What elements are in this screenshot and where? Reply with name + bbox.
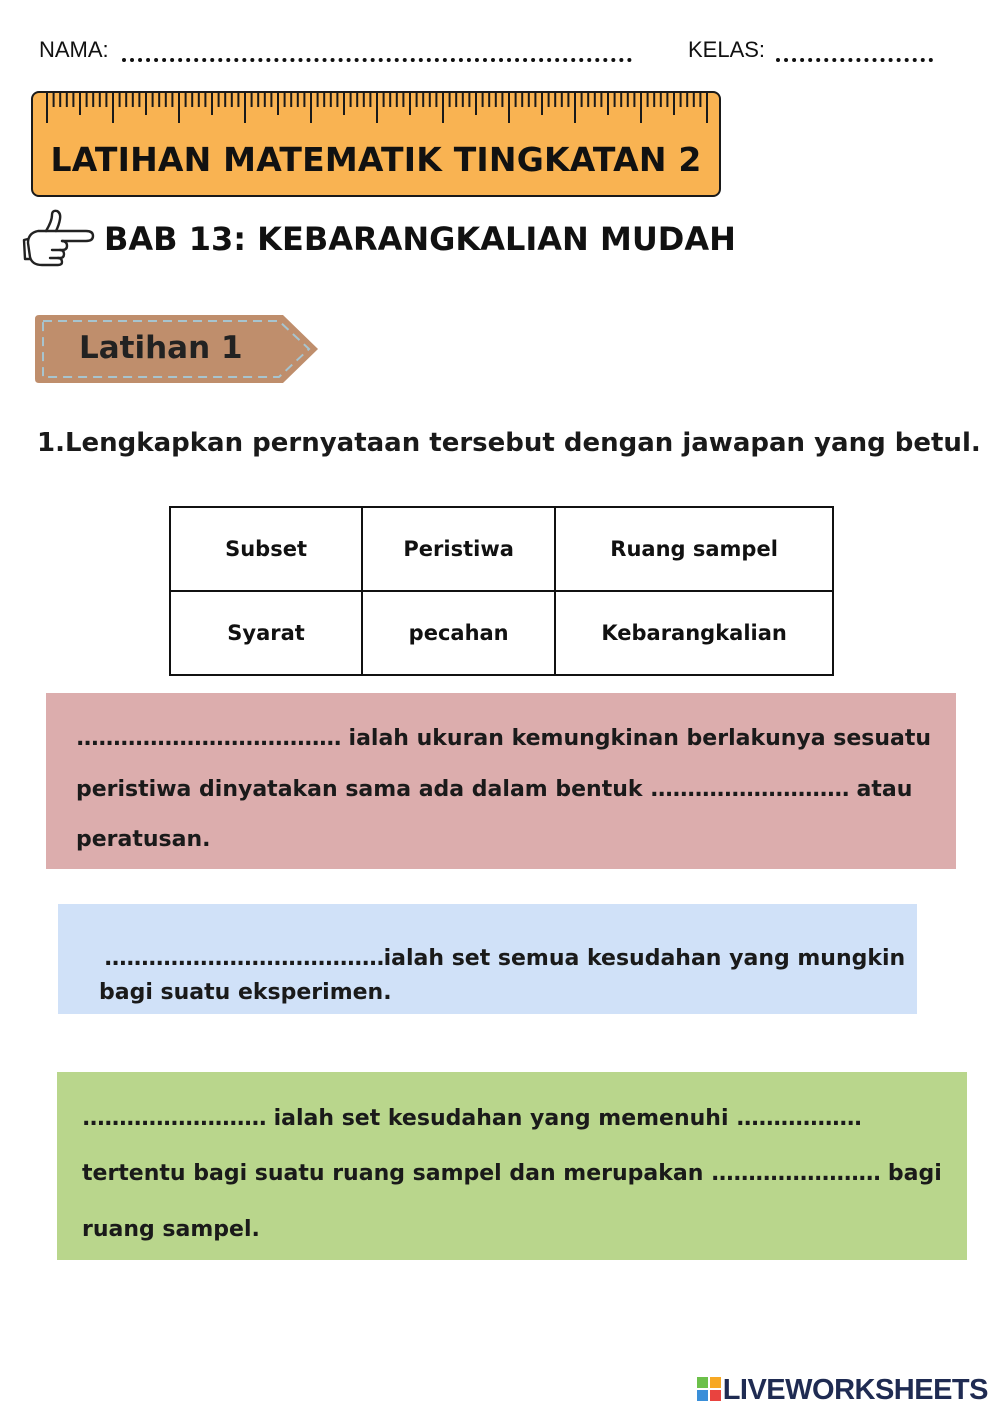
ruler-icon <box>33 93 721 133</box>
answer-blank[interactable]: ...................................... <box>104 946 384 971</box>
statement-text: peristiwa dinyatakan sama ada dalam bentuk <box>76 777 651 802</box>
title-banner <box>31 91 721 197</box>
statement-line <box>104 946 905 971</box>
liveworksheets-brand[interactable] <box>697 1374 988 1407</box>
statement-text: tertentu bagi suatu ruang sampel dan merupakan <box>82 1161 712 1186</box>
statement-text: ialah ukuran kemungkinan berlakunya sesuatu <box>340 726 932 751</box>
statement-box-2 <box>58 904 917 1014</box>
chapter-title: BAB 13: KEBARANGKALIAN MUDAH <box>104 220 736 258</box>
statement-text: ialah set kesudahan yang memenuhi <box>265 1106 737 1131</box>
statement-line <box>76 726 931 751</box>
question-instruction: 1.Lengkapkan pernyataan tersebut dengan jawapan yang betul. <box>37 428 981 458</box>
worksheet-title: LATIHAN MATEMATIK TINGKATAN 2 <box>50 140 702 179</box>
word-cell[interactable]: Subset <box>170 507 362 591</box>
statement-text: ialah set semua kesudahan yang mungkin <box>383 946 906 971</box>
word-bank-table <box>169 506 834 676</box>
answer-blank[interactable]: ......................... <box>82 1106 266 1131</box>
table-row <box>170 591 833 675</box>
statement-text: ruang sampel. <box>82 1217 260 1242</box>
word-cell[interactable]: Kebarangkalian <box>555 591 833 675</box>
answer-blank[interactable]: .................................... <box>76 726 341 751</box>
statement-text: atau <box>848 777 913 802</box>
statement-text: bagi <box>880 1161 942 1186</box>
statement-text: bagi suatu eksperimen. <box>99 980 392 1005</box>
class-label: KELAS: <box>688 37 766 62</box>
statement-line <box>82 1161 942 1186</box>
class-blank-line[interactable] <box>776 58 933 62</box>
word-cell[interactable]: Syarat <box>170 591 362 675</box>
table-row <box>170 507 833 591</box>
answer-blank[interactable]: ....................... <box>711 1161 881 1186</box>
statement-line <box>99 980 392 1005</box>
word-cell[interactable]: Ruang sampel <box>555 507 833 591</box>
answer-blank[interactable]: ................. <box>736 1106 862 1131</box>
statement-box-3 <box>57 1072 967 1260</box>
liveworksheets-logo-icon <box>697 1377 721 1401</box>
statement-line <box>76 777 912 802</box>
answer-blank[interactable]: ........................... <box>650 777 849 802</box>
pointing-hand-icon <box>22 209 96 267</box>
statement-text: peratusan. <box>76 827 211 852</box>
name-blank-line[interactable] <box>122 58 632 62</box>
word-cell[interactable]: Peristiwa <box>362 507 555 591</box>
statement-line <box>82 1217 260 1242</box>
word-cell[interactable]: pecahan <box>362 591 555 675</box>
statement-line <box>82 1106 861 1131</box>
name-label: NAMA: <box>39 37 109 62</box>
section-tag-label: Latihan 1 <box>79 330 243 366</box>
statement-box-1 <box>46 693 956 869</box>
brand-text: LIVEWORKSHEETS <box>722 1374 988 1406</box>
statement-line <box>76 827 211 852</box>
